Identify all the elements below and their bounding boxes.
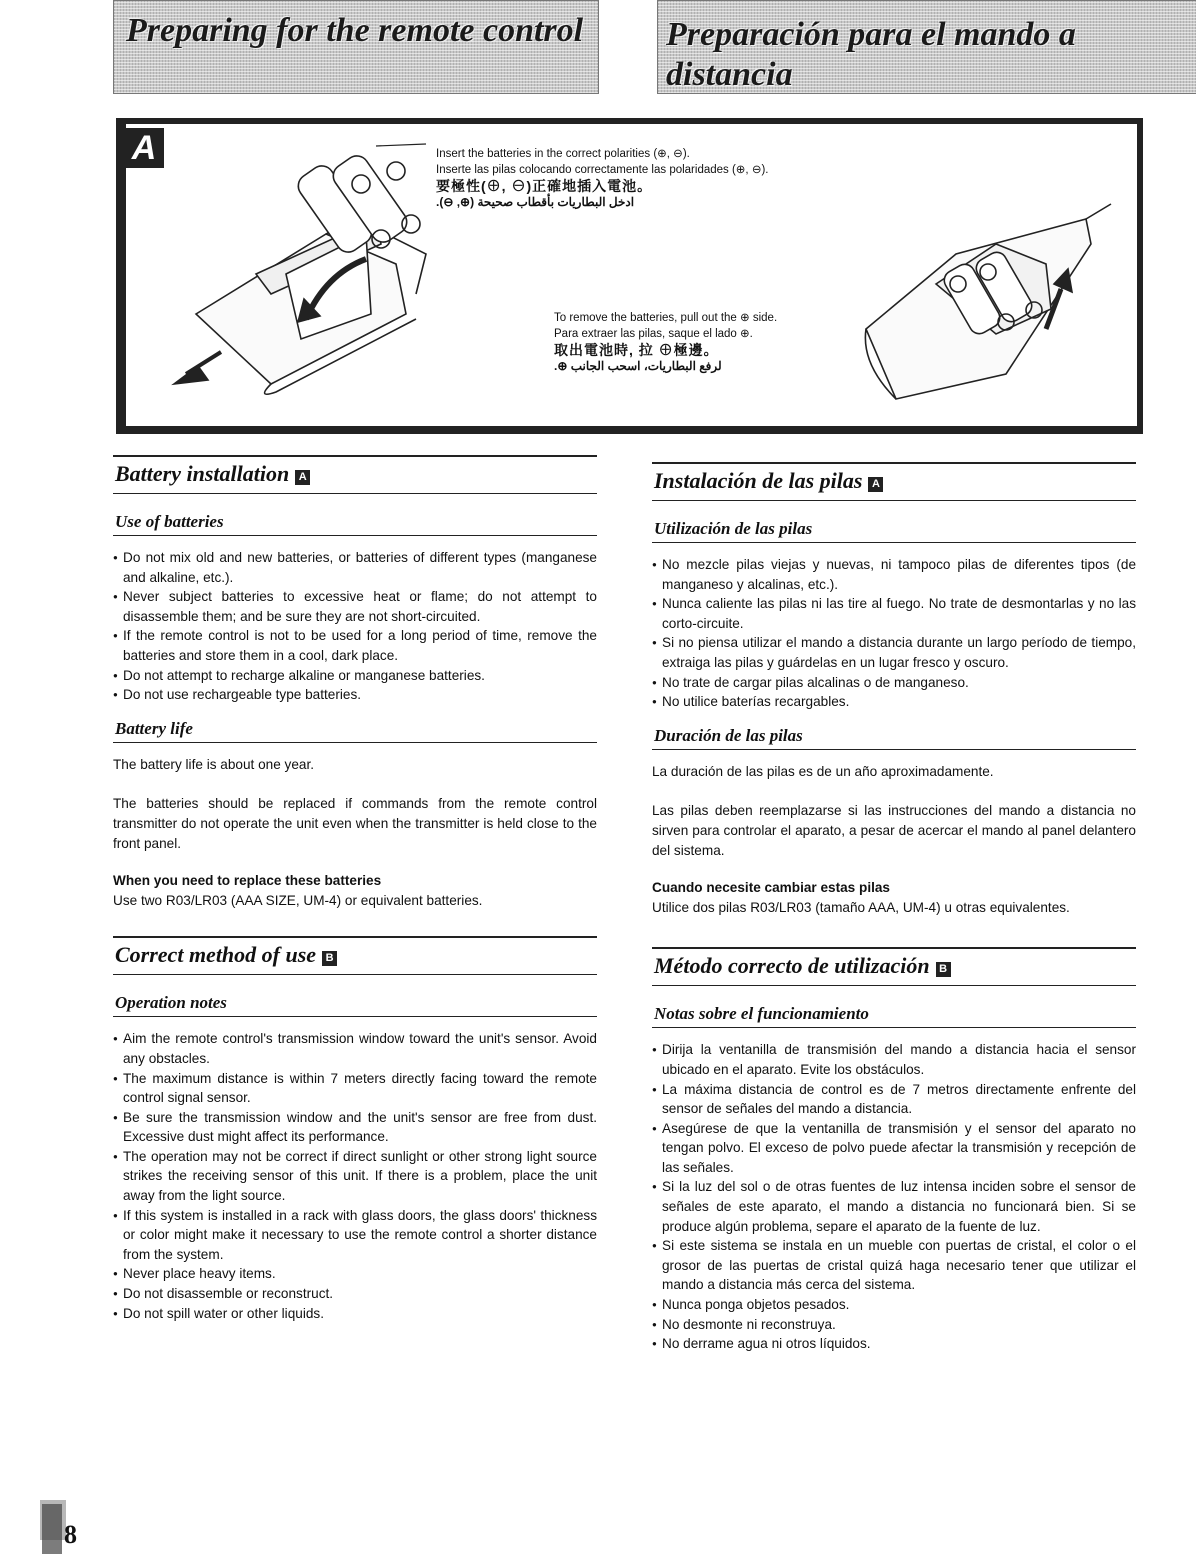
header-banner-es — [657, 0, 1196, 94]
list-item: ● Never subject batteries to excessive heat or flame; do not attempt to disassemble them; and be sure they are not short-circuited. — [113, 587, 597, 626]
battery-installation-heading — [113, 455, 597, 494]
list-item: ● If this system is installed in a rack with glass doors, the glass doors' thickness or color might make it necessary to use the remote control a shorter distance from the system. — [113, 1206, 597, 1265]
page-number: 8 — [64, 1520, 77, 1549]
page-title-es: Preparación para el mando a distancia — [666, 16, 1076, 93]
section-tag-a: A — [868, 477, 883, 492]
list-item: ● Do not spill water or other liquids. — [113, 1304, 597, 1324]
notas-funcionamiento-list — [652, 1040, 1136, 1354]
page-title-en: Preparing for the remote control — [126, 12, 584, 49]
list-item: ● The operation may not be correct if direct sunlight or other strong light source strikes the receiving sensor of this unit. If there is a problem, place the unit away from the light source. — [113, 1147, 597, 1206]
list-item: ● Be sure the transmission window and the unit's sensor are free from dust. Excessive dust might affect its performance. — [113, 1108, 597, 1147]
insert-caption-en: Insert the batteries in the correct polarities (⊕, ⊖). — [436, 148, 690, 160]
list-item: ● No derrame agua ni otros líquidos. — [652, 1334, 1136, 1354]
section-tag-b: B — [936, 962, 951, 977]
header-banner-en — [113, 0, 599, 94]
spanish-column — [652, 462, 1136, 1354]
figure-label-a: A — [124, 128, 164, 168]
section-tag-a: A — [295, 470, 310, 485]
insert-caption — [436, 146, 768, 210]
list-item: ● No desmonte ni reconstruya. — [652, 1315, 1136, 1335]
insert-caption-zh: 要極性(⊕, ⊖)正確地插入電池。 — [436, 178, 653, 194]
list-item: ● Do not attempt to recharge alkaline or manganese batteries. — [113, 666, 597, 686]
correct-method-heading — [113, 936, 597, 975]
list-item: ● Asegúrese de que la ventanilla de transmisión y el sensor del aparato no tengan polvo. El exceso de polvo puede afectar la transmisión y recepción de las señales. — [652, 1119, 1136, 1178]
heading-text: Correct method of use — [115, 942, 317, 968]
battery-figure — [116, 118, 1143, 434]
heading-text: Método correcto de utilización — [654, 953, 930, 979]
list-item: ● La máxima distancia de control es de 7 metros directamente enfrente del sensor de señales del mando a distancia. — [652, 1080, 1136, 1119]
heading-text: Instalación de las pilas — [654, 468, 863, 493]
use-of-batteries-list — [113, 548, 597, 705]
list-item: ● No trate de cargar pilas alcalinas o de manganeso. — [652, 673, 1136, 693]
list-item: ● Aim the remote control's transmission window toward the unit's sensor. Avoid any obstacles. — [113, 1029, 597, 1068]
list-item: ● Si este sistema se instala en un mueble con puertas de cristal, el color o el grosor de las puertas de cristal quizá haga necesario tener que utilizar el mando a distancia más cerca del sistema. — [652, 1236, 1136, 1295]
list-item: ● Do not disassemble or reconstruct. — [113, 1284, 597, 1304]
list-item: ● Si no piensa utilizar el mando a distancia durante un largo período de tiempo, extraiga las pilas y guárdelas en un lugar fresco y oscuro. — [652, 633, 1136, 672]
cambiar-pilas-heading: Cuando necesite cambiar estas pilas — [652, 880, 890, 896]
metodo-correcto-heading — [652, 947, 1136, 986]
remove-caption-ar: .⊕ لرفع البطاريات، اسحب الجانب — [554, 359, 722, 373]
utilizacion-pilas-list — [652, 555, 1136, 712]
remote-insert-drawing — [174, 144, 426, 394]
remote-remove-drawing — [865, 204, 1111, 399]
remove-caption-en: To remove the batteries, pull out the ⊕ side. — [554, 312, 778, 324]
list-item: ● No mezcle pilas viejas y nuevas, ni tampoco pilas de diferentes tipos (de manganeso y alcalinas, etc.). — [652, 555, 1136, 594]
insert-caption-es: Inserte las pilas colocando correctamente las polaridades (⊕, ⊖). — [436, 164, 769, 176]
operation-notes-heading: Operation notes — [113, 993, 597, 1017]
replace-batteries-heading: When you need to replace these batteries — [113, 873, 382, 889]
use-of-batteries-heading: Use of batteries — [113, 512, 597, 536]
list-item: ● Do not mix old and new batteries, or batteries of different types (manganese and alkaline, etc.). — [113, 548, 597, 587]
replace-batteries-text: Use two R03/LR03 (AAA SIZE, UM-4) or equivalent batteries. — [113, 892, 483, 908]
reemplazo-pilas-text: Las pilas deben reemplazarse si las instrucciones del mando a distancia no sirven para controlar el aparato, a pesar de acercar el mando al panel delantero del sistema. — [652, 803, 1136, 858]
cambiar-pilas-text: Utilice dos pilas R03/LR03 (tamaño AAA, UM-4) u otras equivalentes. — [652, 899, 1070, 915]
list-item: ● Nunca caliente las pilas ni las tire al fuego. No trate de desmontarlas y no las corto-circuite. — [652, 594, 1136, 633]
heading-text: Battery installation — [115, 461, 290, 486]
list-item: ● Si la luz del sol o de otras fuentes de luz intensa inciden sobre el sensor de señales de este aparato, el mando a distancia no funcionará bien. Si se produce algún problema, separe el aparato de la fuente de luz. — [652, 1177, 1136, 1236]
section-tag-b: B — [322, 951, 337, 966]
english-column — [113, 455, 597, 1323]
remove-caption — [554, 310, 777, 374]
duracion-pilas-heading: Duración de las pilas — [652, 726, 1136, 750]
notas-funcionamiento-heading: Notas sobre el funcionamiento — [652, 1004, 1136, 1028]
instalacion-pilas-heading — [652, 462, 1136, 501]
utilizacion-pilas-heading: Utilización de las pilas — [652, 519, 1136, 543]
duracion-pilas-text: La duración de las pilas es de un año aproximadamente. — [652, 763, 994, 779]
battery-replace-text: The batteries should be replaced if commands from the remote control transmitter do not operate the unit even when the transmitter is held close to the front panel. — [113, 796, 597, 851]
insert-caption-ar: .(⊖ ,⊕) ادخل البطاريات بأقطاب صحيحة — [436, 195, 635, 209]
list-item: ● Never place heavy items. — [113, 1264, 597, 1284]
list-item: ● The maximum distance is within 7 meters directly facing toward the remote control signal sensor. — [113, 1069, 597, 1108]
list-item: ● If the remote control is not to be used for a long period of time, remove the batteries and store them in a cool, dark place. — [113, 626, 597, 665]
list-item: ● Nunca ponga objetos pesados. — [652, 1295, 1136, 1315]
remove-caption-zh: 取出電池時, 拉 ⊕極邊。 — [554, 342, 719, 358]
page-number-mark — [40, 1500, 80, 1556]
list-item: ● No utilice baterías recargables. — [652, 692, 1136, 712]
battery-life-heading: Battery life — [113, 719, 597, 743]
list-item: ● Do not use rechargeable type batteries. — [113, 685, 597, 705]
list-item: ● Dirija la ventanilla de transmisión del mando a distancia hacia el sensor ubicado en el aparato. Evite los obstáculos. — [652, 1040, 1136, 1079]
remove-caption-es: Para extraer las pilas, saque el lado ⊕. — [554, 328, 753, 340]
operation-notes-list — [113, 1029, 597, 1323]
battery-life-text: The battery life is about one year. — [113, 756, 315, 772]
